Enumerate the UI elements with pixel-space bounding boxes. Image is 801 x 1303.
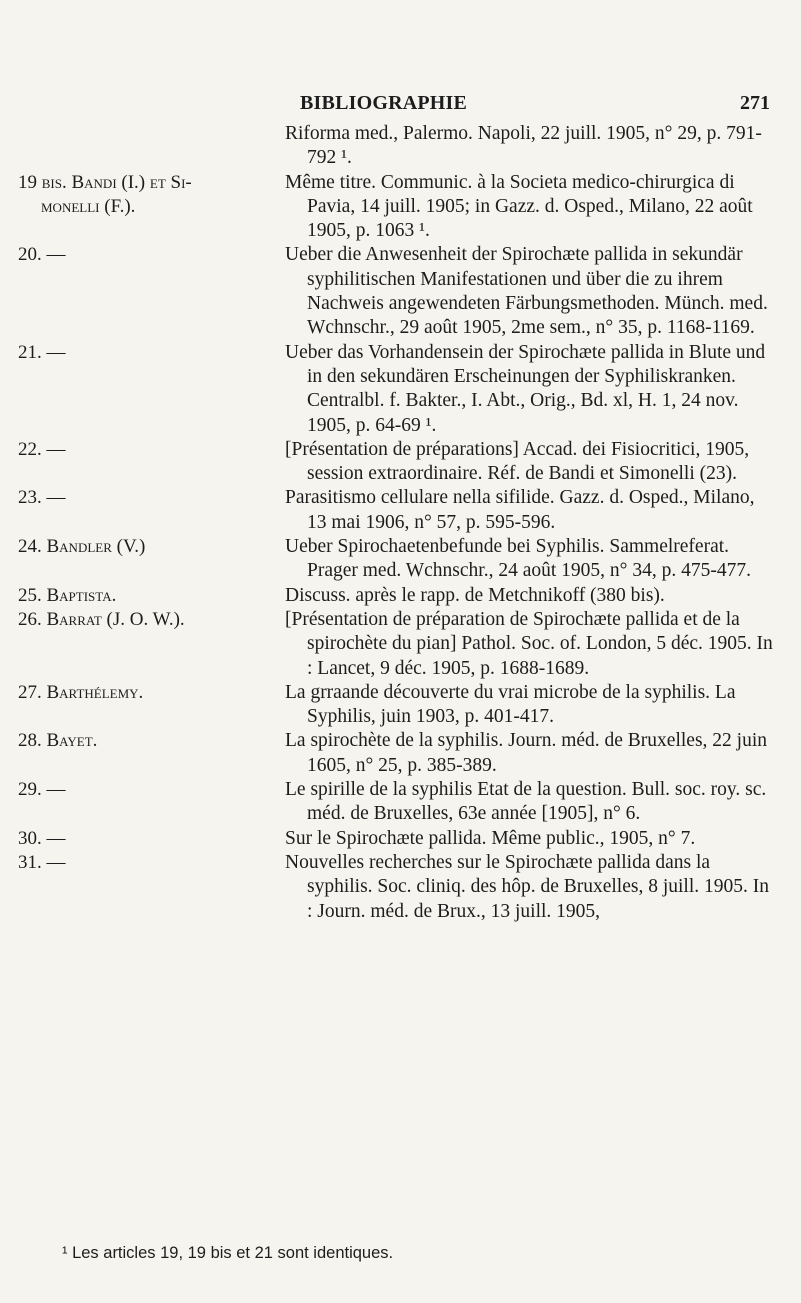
entry-label (18, 681, 278, 705)
bibliography-entry (0, 608, 801, 681)
entry-label (18, 438, 278, 462)
entry-label (18, 243, 278, 267)
entry-label-text: 30. — (18, 827, 66, 849)
entry-label-text: 24. Bandler (V.) (18, 536, 146, 558)
bibliography-entry (0, 729, 801, 778)
bibliography-entry (0, 778, 801, 827)
entry-label (18, 171, 278, 219)
page-header (0, 92, 801, 116)
footnote: ¹ Les articles 19, 19 bis et 21 sont identiques. (62, 1244, 394, 1262)
entry-text: Riforma med., Palermo. Napoli, 22 juill. 1905, n° 29, p. 791-792 ¹. (285, 123, 762, 169)
entry-label-text: 26. Barrat (J. O. W.). (18, 608, 185, 630)
entry-text: Parasitismo cellulare nella sifilide. Gazz. d. Osped., Milano, 13 mai 1906, n° 57, p. 595-596. (285, 487, 755, 533)
running-title: BIBLIOGRAPHIE (300, 92, 468, 114)
bibliography-entry (0, 122, 801, 171)
bibliography-entry (0, 341, 801, 438)
entry-text: Ueber Spirochaetenbefunde bei Syphilis. Sammelreferat. Prager med. Wchnschr., 24 août 1905, n° 34, p. 475-477. (285, 536, 751, 582)
entry-text: Ueber das Vorhandensein der Spirochæte pallida in Blute und in den sekundären Erscheinungen der Syphiliskranken. Centralbl. f. Bakter., I. Abt., Orig., Bd. xl, H. 1, 24 nov. 1905, p. 64-69 ¹. (285, 341, 766, 436)
entry-label (18, 486, 278, 510)
entry-text: La grraande découverte du vrai microbe de la syphilis. La Syphilis, juin 1903, p. 401-417. (285, 681, 736, 728)
entry-label (18, 778, 278, 802)
entry-label-text: 28. Bayet. (18, 730, 98, 752)
entry-text: Nouvelles recherches sur le Spirochæte pallida dans la syphilis. Soc. cliniq. des hôp. de Bruxelles, 8 juill. 1905. In : Journ. méd. de Brux., 13 juill. 1905, (285, 851, 770, 922)
entry-label-text: 25. Baptista. (18, 584, 117, 606)
entry-label (18, 584, 278, 608)
bibliography-entry (0, 171, 801, 244)
bibliography-entry (0, 584, 801, 608)
bibliography-entry (0, 486, 801, 535)
entry-text: Ueber die Anwesenheit der Spirochæte pallida in sekundär syphilitischen Manifestationen und über die zu ihrem Nachweis angewendeten Färbungsmethoden. Münch. med. Wchnschr., 29 août 1905, 2me sem., n° 35, p. 1168-1169. (285, 244, 768, 339)
entry-text: Sur le Spirochæte pallida. Même public., 1905, n° 7. (285, 827, 696, 849)
entry-label-text: 23. — (18, 487, 66, 509)
entry-label-text: 29. — (18, 779, 66, 801)
entry-text: La spirochète de la syphilis. Journ. méd. de Bruxelles, 22 juin 1605, n° 25, p. 385-389. (285, 730, 767, 776)
entry-text: [Présentation de préparation de Spirochæte pallida et de la spirochète du pian] Pathol. Soc. of. London, 5 déc. 1905. In : Lancet, 9 déc. 1905, p. 1688-1689. (285, 608, 773, 679)
entry-label (18, 729, 278, 753)
bibliography-list (0, 122, 801, 924)
entry-label (18, 341, 278, 365)
entry-text: Le spirille de la syphilis Etat de la question. Bull. soc. roy. sc. méd. de Bruxelles, 63e année [1905], n° 6. (285, 779, 767, 825)
entry-label (18, 827, 278, 851)
entry-label-text: 22. — (18, 438, 66, 460)
entry-label-text: 21. — (18, 341, 66, 363)
bibliography-entry (0, 851, 801, 924)
entry-label-text: 19 bis. Bandi (I.) et Si- (18, 171, 192, 193)
bibliography-entry (0, 438, 801, 487)
entry-label (18, 535, 278, 559)
bibliography-entry (0, 243, 801, 340)
bibliography-entry (0, 681, 801, 730)
entry-label-text: 27. Barthélemy. (18, 681, 144, 703)
entry-label-text: 31. — (18, 851, 66, 873)
bibliography-entry (0, 535, 801, 584)
entry-text: Discuss. après le rapp. de Metchnikoff (380 bis). (285, 584, 665, 606)
page-number: 271 (740, 92, 770, 114)
entry-label (18, 851, 278, 875)
entry-label-text: 20. — (18, 244, 66, 266)
entry-text: Même titre. Communic. à la Societa medico-chirurgica di Pavia, 14 juill. 1905; in Gazz. d. Osped., Milano, 22 août 1905, p. 1063 ¹. (285, 171, 753, 242)
bibliography-entry (0, 827, 801, 851)
entry-text: [Présentation de préparations] Accad. dei Fisiocritici, 1905, session extraordinaire. Réf. de Bandi et Simonelli (23). (285, 438, 750, 485)
entry-label (18, 608, 278, 632)
entry-label-continuation: monelli (F.). (41, 195, 136, 217)
